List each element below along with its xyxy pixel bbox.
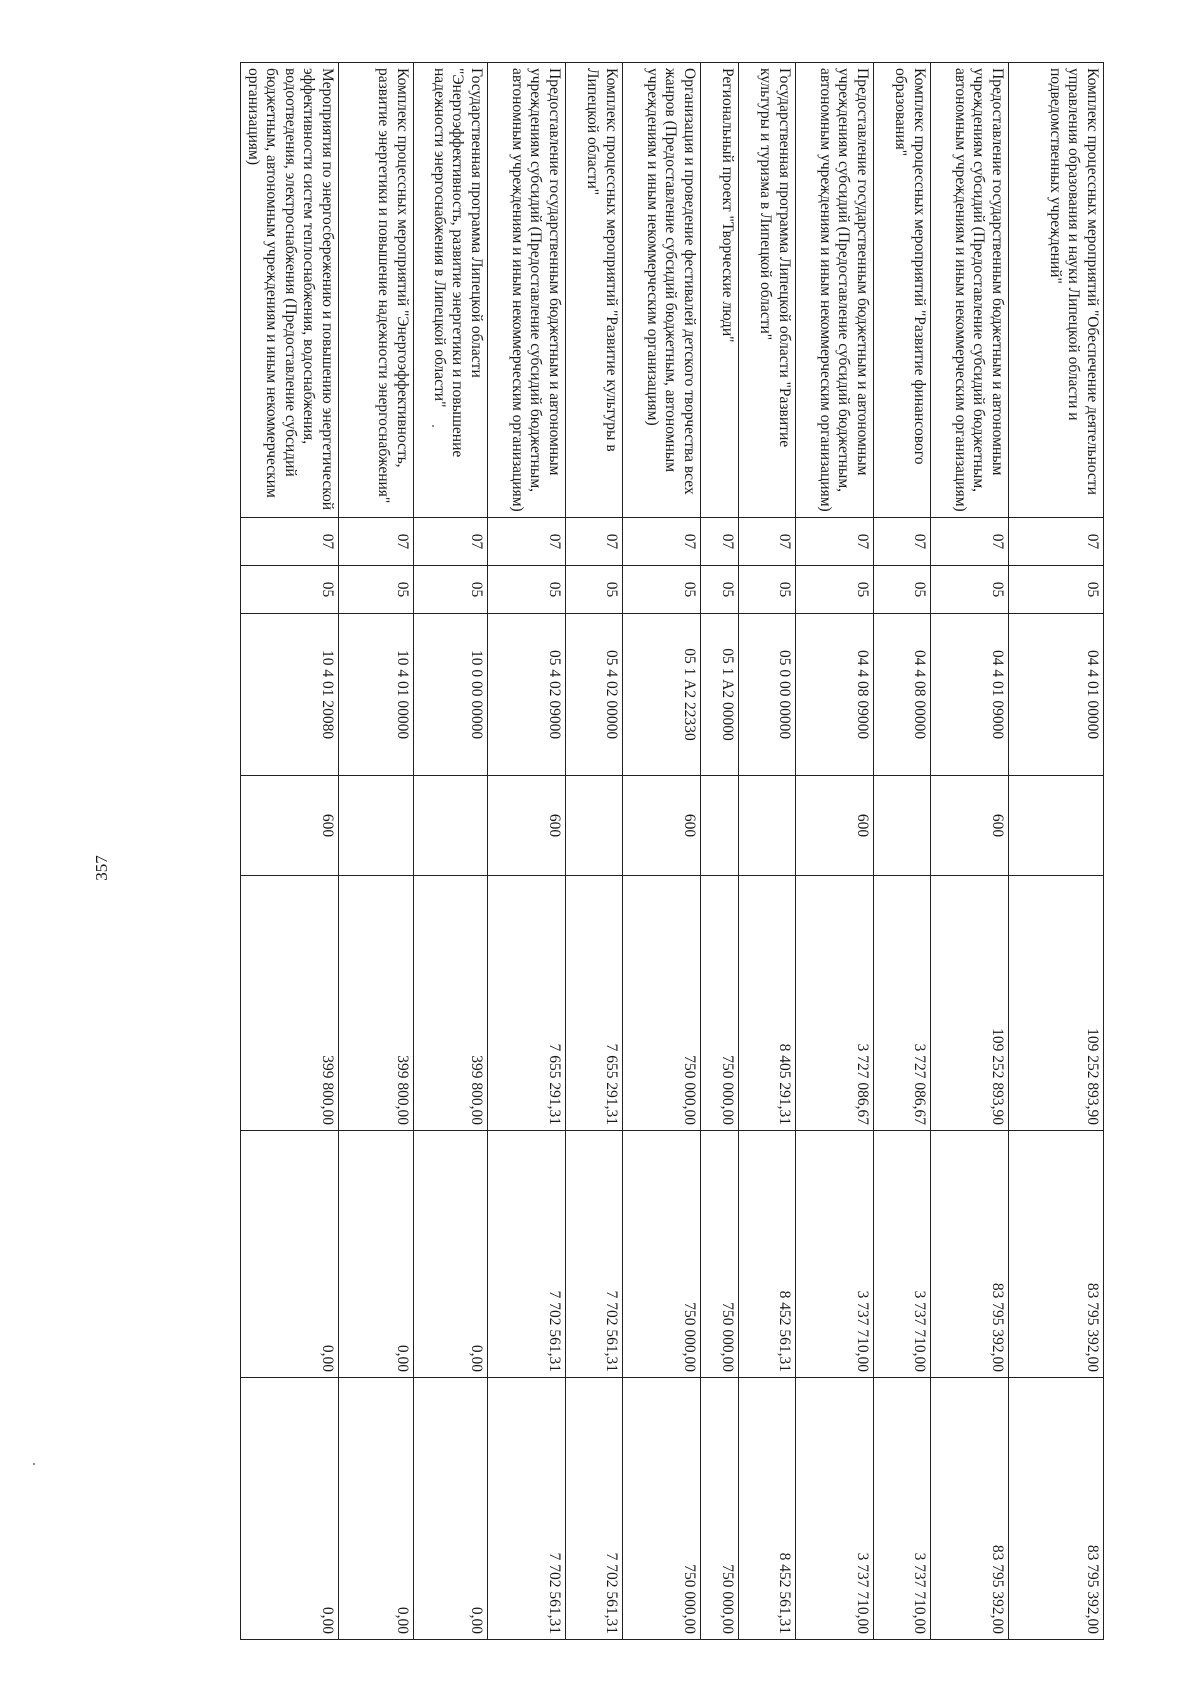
row-subsection-code: 05 — [1009, 566, 1104, 614]
row-sum-year1: 750 000,00 — [623, 876, 701, 1131]
scan-speck — [33, 1463, 35, 1465]
row-sum-year2: 3 737 710,00 — [874, 1131, 931, 1378]
row-target-code: 05 1 А2 22330 — [623, 614, 701, 776]
row-sum-year1: 109 252 893,90 — [931, 876, 1009, 1131]
row-description: Комплекс процессных мероприятий "Развитие культуры в Липецкой области" — [566, 63, 623, 518]
row-sum-year1: 3 727 086,67 — [796, 876, 874, 1131]
row-description: Комплекс процессных мероприятий "Энергоэффективность, развитие энергетики и повышение надежности энергоснабжения" — [339, 63, 414, 518]
row-description: Комплекс процессных мероприятий "Развитие финансового образования" — [874, 63, 931, 518]
row-sum-year2: 7 702 561,31 — [566, 1131, 623, 1378]
row-sum-year3: 0,00 — [241, 1378, 339, 1640]
table-row — [566, 63, 623, 1640]
row-expense-type: 600 — [931, 776, 1009, 876]
budget-table-container — [126, 62, 1104, 1639]
row-subsection-code: 05 — [874, 566, 931, 614]
table-row — [874, 63, 931, 1640]
row-expense-type: 600 — [488, 776, 566, 876]
row-expense-type — [739, 776, 796, 876]
row-sum-year2: 3 737 710,00 — [796, 1131, 874, 1378]
row-description: Организация и проведение фестивалей детского творчества всех жанров (Предоставление субсидий бюджетным, автономным учреждениям и иным некоммерческим организациям) — [623, 63, 701, 518]
row-sum-year2: 0,00 — [339, 1131, 414, 1378]
row-sum-year1: 7 655 291,31 — [566, 876, 623, 1131]
row-sum-year3: 7 702 561,31 — [488, 1378, 566, 1640]
table-row — [1009, 63, 1104, 1640]
row-sum-year2: 7 702 561,31 — [488, 1131, 566, 1378]
row-target-code: 04 4 08 00000 — [874, 614, 931, 776]
row-target-code: 05 1 А2 00000 — [701, 614, 739, 776]
row-ministry-code: 07 — [623, 518, 701, 566]
row-subsection-code: 05 — [739, 566, 796, 614]
page-number: 357 — [92, 855, 111, 881]
row-sum-year2: 750 000,00 — [701, 1131, 739, 1378]
table-row — [488, 63, 566, 1640]
row-ministry-code: 07 — [339, 518, 414, 566]
row-expense-type — [414, 776, 488, 876]
row-target-code: 04 4 01 09000 — [931, 614, 1009, 776]
row-sum-year3: 3 737 710,00 — [874, 1378, 931, 1640]
table-row — [339, 63, 414, 1640]
row-description: Региональный проект "Творческие люди" — [701, 63, 739, 518]
row-sum-year3: 8 452 561,31 — [739, 1378, 796, 1640]
row-subsection-code: 05 — [796, 566, 874, 614]
table-row — [931, 63, 1009, 1640]
row-ministry-code: 07 — [1009, 518, 1104, 566]
row-subsection-code: 05 — [488, 566, 566, 614]
row-sum-year1: 3 727 086,67 — [874, 876, 931, 1131]
row-subsection-code: 05 — [931, 566, 1009, 614]
row-description: Предоставление государственным бюджетным и автономным учреждениям субсидий (Предоставление субсидий бюджетным, автономным учреждениям и иным некоммерческим организациям) — [796, 63, 874, 518]
row-expense-type — [566, 776, 623, 876]
row-ministry-code: 07 — [488, 518, 566, 566]
row-sum-year3: 0,00 — [414, 1378, 488, 1640]
row-ministry-code: 07 — [931, 518, 1009, 566]
budget-table — [240, 62, 1104, 1640]
row-subsection-code: 05 — [566, 566, 623, 614]
row-sum-year3: 83 795 392,00 — [931, 1378, 1009, 1640]
row-description: Государственная программа Липецкой области "Развитие культуры и туризма в Липецкой области" — [739, 63, 796, 518]
row-target-code: 04 4 08 09000 — [796, 614, 874, 776]
row-expense-type: 600 — [623, 776, 701, 876]
row-target-code: 05 4 02 09000 — [488, 614, 566, 776]
table-row — [623, 63, 701, 1640]
row-sum-year1: 399 800,00 — [241, 876, 339, 1131]
row-ministry-code: 07 — [414, 518, 488, 566]
row-expense-type: 600 — [241, 776, 339, 876]
row-description: Мероприятия по энергосбережению и повышению энергетической эффективности систем теплоснабжения, водоснабжения, водоотведения, электроснабжения (Предоставление субсидий бюджетным, автономным учреждениям и иным некоммерческим организациям) — [241, 63, 339, 518]
row-sum-year2: 83 795 392,00 — [931, 1131, 1009, 1378]
row-sum-year3: 0,00 — [339, 1378, 414, 1640]
row-sum-year2: 0,00 — [414, 1131, 488, 1378]
row-sum-year2: 83 795 392,00 — [1009, 1131, 1104, 1378]
row-expense-type — [701, 776, 739, 876]
row-sum-year3: 7 702 561,31 — [566, 1378, 623, 1640]
row-sum-year1: 8 405 291,31 — [739, 876, 796, 1131]
row-ministry-code: 07 — [701, 518, 739, 566]
row-target-code: 05 4 02 00000 — [566, 614, 623, 776]
row-description: Государственная программа Липецкой области "Энергоэффективность, развитие энергетики и повышение надежности энергоснабжения в Липецкой области" — [414, 63, 488, 518]
table-row — [796, 63, 874, 1640]
row-sum-year3: 3 737 710,00 — [796, 1378, 874, 1640]
row-ministry-code: 07 — [566, 518, 623, 566]
row-expense-type — [874, 776, 931, 876]
row-expense-type — [339, 776, 414, 876]
row-target-code: 10 4 01 20080 — [241, 614, 339, 776]
row-ministry-code: 07 — [241, 518, 339, 566]
row-subsection-code: 05 — [339, 566, 414, 614]
row-description: Предоставление государственным бюджетным и автономным учреждениям субсидий (Предоставление субсидий бюджетным, автономным учреждениям и иным некоммерческим организациям) — [931, 63, 1009, 518]
row-target-code: 05 0 00 00000 — [739, 614, 796, 776]
row-sum-year2: 8 452 561,31 — [739, 1131, 796, 1378]
row-sum-year1: 399 800,00 — [414, 876, 488, 1131]
row-sum-year1: 750 000,00 — [701, 876, 739, 1131]
row-subsection-code: 05 — [414, 566, 488, 614]
row-expense-type — [1009, 776, 1104, 876]
table-row — [241, 63, 339, 1640]
row-ministry-code: 07 — [874, 518, 931, 566]
row-sum-year1: 7 655 291,31 — [488, 876, 566, 1131]
table-row — [414, 63, 488, 1640]
table-row — [739, 63, 796, 1640]
row-description: Предоставление государственным бюджетным и автономным учреждениям субсидий (Предоставление субсидий бюджетным, автономным учреждениям и иным некоммерческим организациям) — [488, 63, 566, 518]
scan-speck — [432, 425, 434, 427]
row-subsection-code: 05 — [701, 566, 739, 614]
row-subsection-code: 05 — [623, 566, 701, 614]
row-sum-year3: 750 000,00 — [701, 1378, 739, 1640]
row-sum-year1: 109 252 893,90 — [1009, 876, 1104, 1131]
row-target-code: 10 4 01 00000 — [339, 614, 414, 776]
row-sum-year2: 750 000,00 — [623, 1131, 701, 1378]
row-expense-type: 600 — [796, 776, 874, 876]
row-ministry-code: 07 — [796, 518, 874, 566]
row-target-code: 10 0 00 00000 — [414, 614, 488, 776]
row-sum-year1: 399 800,00 — [339, 876, 414, 1131]
row-sum-year2: 0,00 — [241, 1131, 339, 1378]
row-ministry-code: 07 — [739, 518, 796, 566]
row-sum-year3: 83 795 392,00 — [1009, 1378, 1104, 1640]
row-description: Комплекс процессных мероприятий "Обеспечение деятельности управления образования и науки Липецкой области и подведомственных учреждений" — [1009, 63, 1104, 518]
row-sum-year3: 750 000,00 — [623, 1378, 701, 1640]
row-target-code: 04 4 01 00000 — [1009, 614, 1104, 776]
table-row — [701, 63, 739, 1640]
row-subsection-code: 05 — [241, 566, 339, 614]
